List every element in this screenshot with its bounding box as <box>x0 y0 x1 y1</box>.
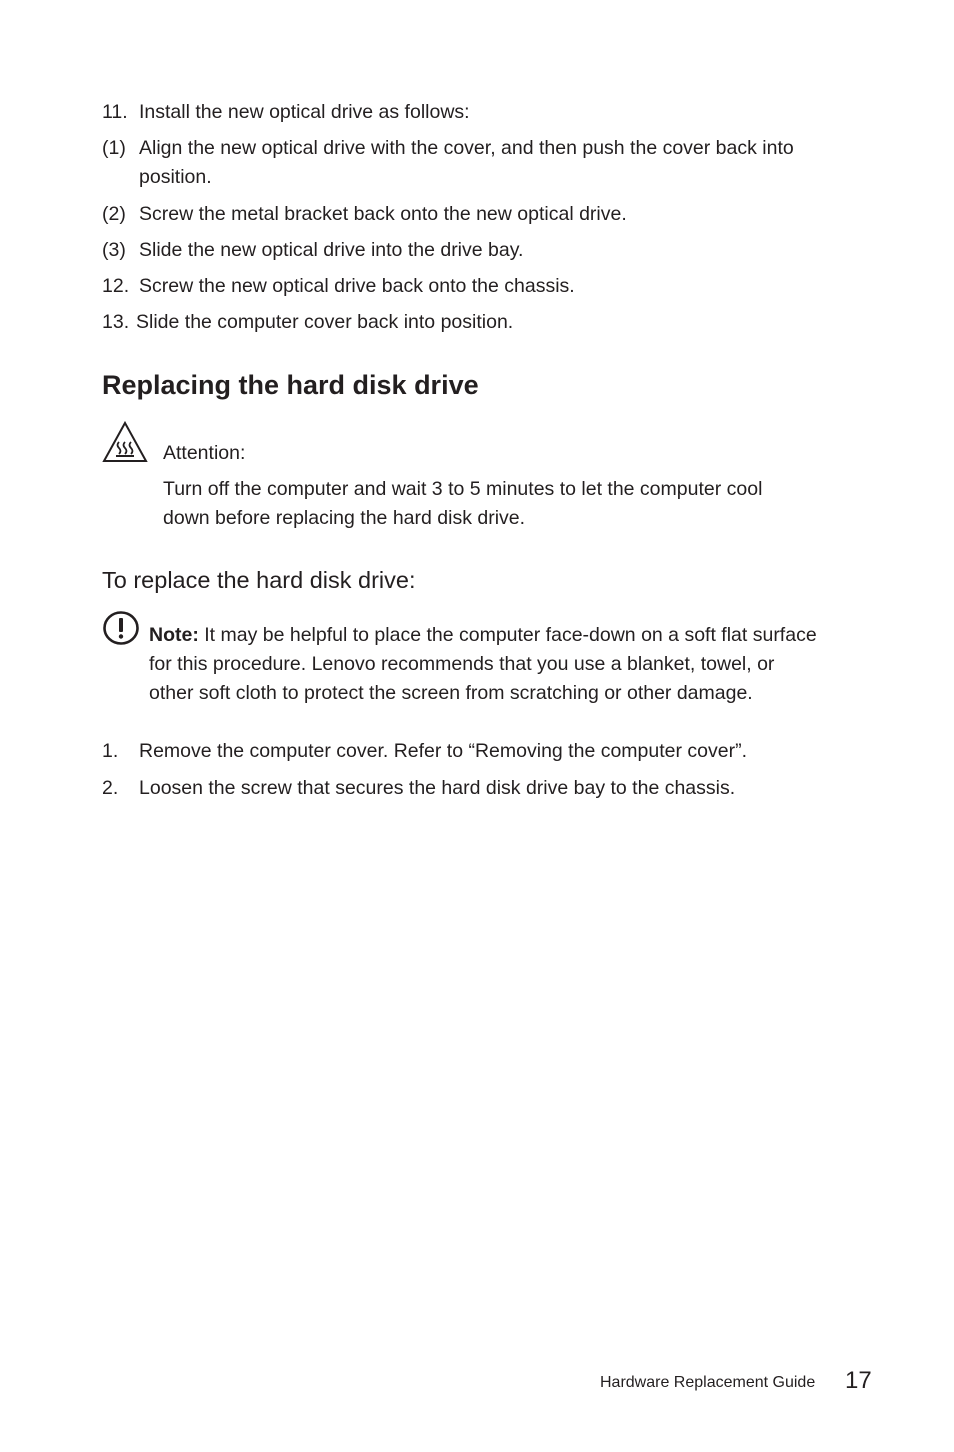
hot-surface-warning-icon <box>102 420 148 464</box>
section-title: Replacing the hard disk drive <box>102 370 479 400</box>
step-text: Screw the new optical drive back onto the chassis. <box>139 275 575 297</box>
step-number: 2. <box>102 777 119 799</box>
step-text: Loosen the screw that secures the hard disk drive bay to the chassis. <box>139 777 736 799</box>
subsection-title: To replace the hard disk drive: <box>102 567 416 593</box>
substep-3 <box>102 236 524 265</box>
step-text: Remove the computer cover. Refer to “Removing the computer cover”. <box>139 740 748 762</box>
note-line-3: other soft cloth to protect the screen from scratching or other damage. <box>149 682 753 704</box>
step-1 <box>102 737 748 766</box>
step-text: Slide the new optical drive into the drive bay. <box>139 239 524 261</box>
attention-text-line-1: Turn off the computer and wait 3 to 5 minutes to let the computer cool <box>163 478 763 500</box>
note-text: It may be helpful to place the computer face-down on a soft flat surface <box>198 624 817 646</box>
step-number: (1) <box>102 137 126 159</box>
footer-guide-title: Hardware Replacement Guide <box>600 1374 816 1391</box>
step-text: Screw the metal bracket back onto the new optical drive. <box>139 203 627 225</box>
step-text: Slide the computer cover back into position. <box>136 311 514 333</box>
substep-2 <box>102 200 627 229</box>
note-label: Note: <box>149 624 199 646</box>
exclamation-circle-icon <box>102 609 140 647</box>
step-11 <box>102 98 470 127</box>
step-number: (3) <box>102 239 126 261</box>
note-line-1 <box>149 621 817 650</box>
attention-label: Attention: <box>163 442 246 464</box>
step-12 <box>102 272 575 301</box>
step-text: Align the new optical drive with the cover, and then push the cover back into <box>139 137 794 159</box>
step-text: Install the new optical drive as follows: <box>139 101 470 123</box>
page-number: 17 <box>845 1367 872 1394</box>
attention-text-line-2: down before replacing the hard disk drive. <box>163 507 526 529</box>
step-number: 11. <box>102 101 128 123</box>
step-2 <box>102 774 736 803</box>
step-number: 1. <box>102 740 119 762</box>
step-number: 13. <box>102 311 130 333</box>
step-13 <box>102 308 514 337</box>
step-number: (2) <box>102 203 126 225</box>
substep-1-continuation: position. <box>139 166 212 188</box>
note-line-2: for this procedure. Lenovo recommends that you use a blanket, towel, or <box>149 653 775 675</box>
step-number: 12. <box>102 275 130 297</box>
substep-1 <box>102 134 794 163</box>
